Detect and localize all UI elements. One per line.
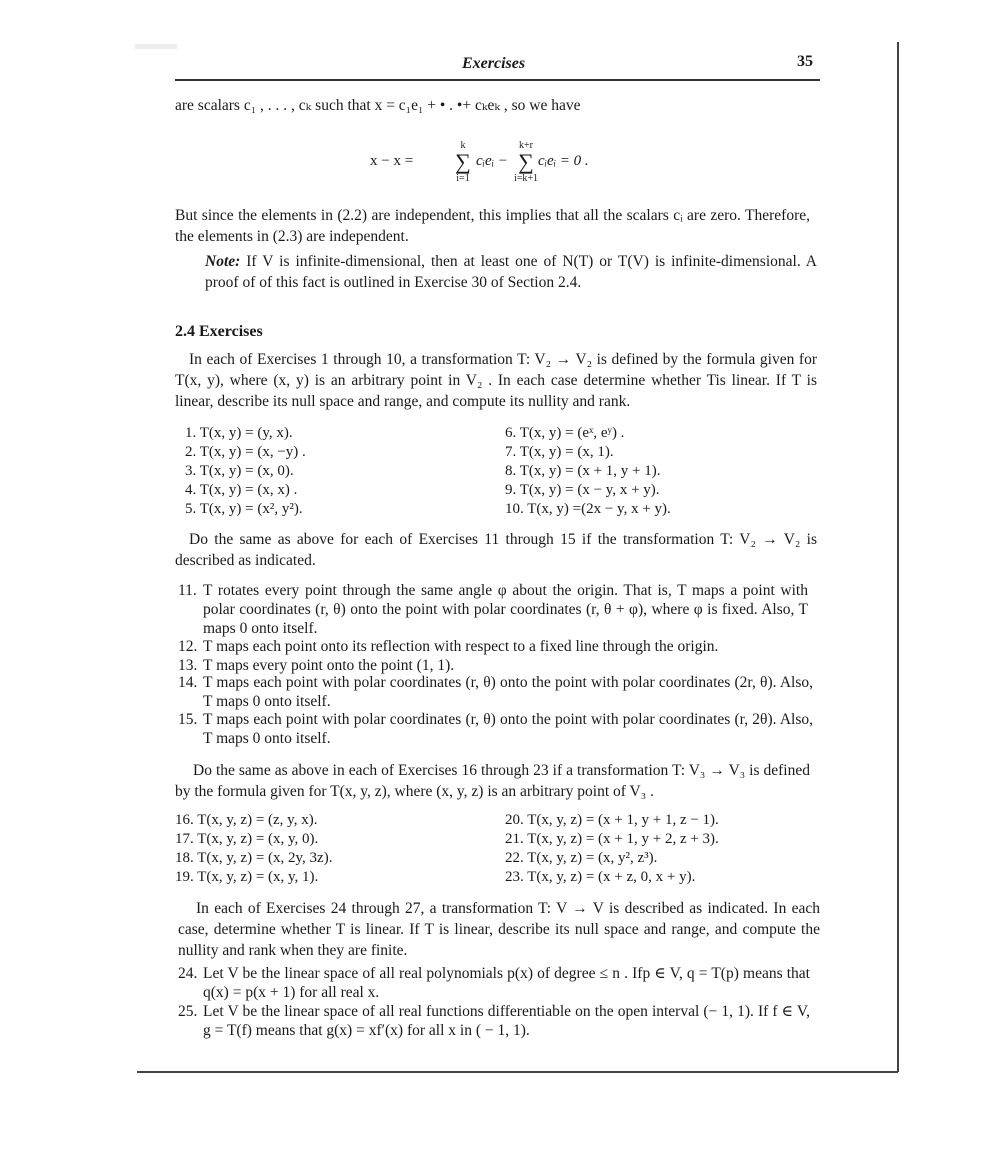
exercise-list-20-23 (505, 811, 719, 887)
section-heading: 2.4 Exercises (175, 323, 263, 340)
exercise-number: 15. (178, 711, 198, 728)
exercise-text: T maps each point with polar coordinates (r, θ) onto the point with polar coordinates (2r, θ). Also, T maps 0 onto itself. (203, 674, 813, 710)
exercise-list-16-19 (175, 811, 332, 887)
page-border-right (897, 42, 899, 1072)
exercise-21: 21. T(x, y, z) = (x + 1, y + 2, z + 3). (505, 831, 719, 847)
page-border-bottom (137, 1071, 898, 1073)
running-head: Exercises (462, 55, 526, 72)
exercise-9: 9. T(x, y) = (x − y, x + y). (505, 482, 660, 498)
page-number: 35 (797, 53, 813, 70)
note-text: If V is infinite-dimensional, then at least one of N(T) or T(V) is infinite-dimensional. A proof of of this fact is outlined in Exercise 30 of Section 2.4. (205, 253, 817, 291)
exercise-12 (178, 637, 808, 656)
sum-second-term: cᵢeᵢ = 0 . (538, 153, 589, 169)
exercise-text: Let V be the linear space of all real polynomials p(x) of degree ≤ n . Ifp ∈ V, q = T(p) means that q(x) = p(x + 1) for all real x. (203, 965, 810, 1001)
exercise-18: 18. T(x, y, z) = (x, 2y, 3z). (175, 850, 333, 866)
exercise-15 (178, 710, 813, 748)
eq-left: x − x = (370, 153, 414, 169)
paragraph-exercises-24-27: In each of Exercises 24 through 27, a transformation T: V → V is described as indicated. In each case, determine whether T is linear. If T is linear, describe its null space and range, and compute the nullity and rank when they are finite. (178, 900, 820, 959)
sum-first-lower: i=1 (456, 173, 470, 184)
exercise-22: 22. T(x, y, z) = (x, y², z³). (505, 850, 658, 866)
exercise-list-1-5 (185, 424, 306, 519)
exercise-20: 20. T(x, y, z) = (x + 1, y + 1, z − 1). (505, 812, 719, 828)
exercise-19: 19. T(x, y, z) = (x, y, 1). (175, 869, 319, 885)
exercise-number: 12. (178, 638, 198, 655)
exercise-text: T rotates every point through the same angle φ about the origin. That is, T maps a point with polar coordinates (r, θ) onto the point with polar coordinates (r, θ + φ), where φ is fixed. Also, T maps 0 onto itself. (203, 582, 808, 637)
exercise-number: 25. (178, 1003, 198, 1020)
sigma-symbol-icon: ∑ (518, 149, 534, 174)
exercise-number: 14. (178, 674, 198, 691)
exercise-14 (178, 673, 813, 711)
note-label: Note: (205, 253, 241, 270)
sum-first-upper: k (460, 140, 466, 151)
exercise-25 (178, 1002, 810, 1040)
note-paragraph (205, 251, 817, 293)
exercise-23: 23. T(x, y, z) = (x + z, 0, x + y). (505, 869, 696, 885)
sum-second-upper: k+r (519, 140, 533, 151)
sum-first (452, 140, 474, 184)
exercise-list-6-10 (505, 424, 671, 519)
exercise-number: 13. (178, 657, 198, 674)
paragraph-independent: But since the elements in (2.2) are independent, this implies that all the scalars cᵢ are zero. Therefore, the elements in (2.3) are independent. (175, 207, 810, 245)
exercise-10: 10. T(x, y) =(2x − y, x + y). (505, 501, 671, 517)
exercise-text: T maps every point onto the point (1, 1). (203, 657, 455, 674)
exercise-number: 11. (178, 582, 197, 599)
exercise-5: 5. T(x, y) = (x², y²). (185, 501, 303, 517)
exercise-16: 16. T(x, y, z) = (z, y, x). (175, 812, 318, 828)
intro-line: are scalars c₁ , . . . , cₖ such that x = c₁e₁ + • . •+ cₖeₖ , so we have (175, 97, 581, 114)
sum-first-term: cᵢeᵢ − (476, 153, 508, 169)
exercise-6: 6. T(x, y) = (eˣ, eʸ) . (505, 425, 625, 441)
exercise-text: Let V be the linear space of all real functions differentiable on the open interval (− 1, 1). If f ∈ V, g = T(f) means that g(x) = xf′(x) for all x in ( − 1, 1). (203, 1003, 810, 1039)
paragraph-exercises-16-23: Do the same as above in each of Exercises 16 through 23 if a transformation T: V₃ → V₃ is defined by the formula given for T(x, y, z), where (x, y, z) is an arbitrary point of V₃ . (175, 762, 810, 800)
exercise-24 (178, 964, 810, 1002)
exercise-8: 8. T(x, y) = (x + 1, y + 1). (505, 463, 661, 479)
paragraph-exercises-1-10: In each of Exercises 1 through 10, a transformation T: V₂ → V₂ is defined by the formula given for T(x, y), where (x, y) is an arbitrary point in V₂ . In each case determine whether Tis linear. If T is linear, describe its null space and range, and compute its nullity and rank. (175, 351, 817, 410)
scan-artifact (135, 44, 177, 49)
exercise-3: 3. T(x, y) = (x, 0). (185, 463, 294, 479)
sum-second-lower: i=k+1 (513, 173, 539, 184)
exercise-11 (178, 581, 808, 638)
paragraph-exercises-11-15: Do the same as above for each of Exercises 11 through 15 if the transformation T: V₂ → V₂ is described as indicated. (175, 531, 817, 569)
exercise-text: T maps each point with polar coordinates (r, θ) onto the point with polar coordinates (r, 2θ). Also, T maps 0 onto itself. (203, 711, 813, 747)
exercise-1: 1. T(x, y) = (y, x). (185, 425, 293, 441)
exercise-text: T maps each point onto its reflection with respect to a fixed line through the origin. (203, 638, 719, 655)
exercise-number: 24. (178, 965, 198, 982)
sigma-symbol-icon: ∑ (455, 149, 471, 174)
exercise-2: 2. T(x, y) = (x, −y) . (185, 444, 306, 460)
exercise-17: 17. T(x, y, z) = (x, y, 0). (175, 831, 319, 847)
exercise-4: 4. T(x, y) = (x, x) . (185, 482, 298, 498)
header-rule (175, 79, 820, 81)
exercise-7: 7. T(x, y) = (x, 1). (505, 444, 614, 460)
